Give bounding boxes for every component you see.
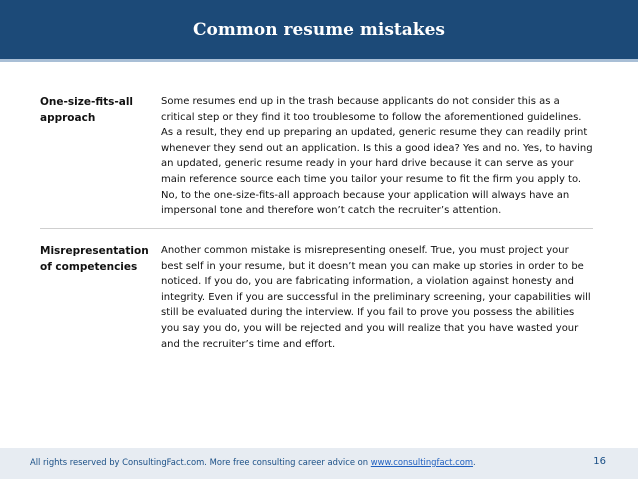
- slide-title: Common resume mistakes: [193, 20, 445, 40]
- copyright-end: .: [473, 457, 476, 467]
- mistake-label: One-size-fits-all approach: [40, 96, 134, 124]
- slide-header: [0, 0, 638, 62]
- mistake-label: Misrepresentation of competencies: [40, 245, 149, 273]
- mistake-description: Another common mistake is misrepresenting oneself. True, you must project your best self in your resume, but it doesn’t mean you can make up stories in order to be noticed. If you do, you are fabricating information, a violation against honesty and integrity. Even if you are successful in the preliminary screening, your capabilities will still be evaluated during the interview. If you fail to prove you possess the abilities you say you do, you will be rejected and you will realize that you have wasted your and the recruiter’s time and effort.: [161, 245, 591, 350]
- row-divider: [40, 228, 593, 229]
- copyright-text: All rights reserved by ConsultingFact.com. More free consulting career advice on: [30, 457, 371, 467]
- copyright-notice: [30, 457, 476, 467]
- slide-footer: [0, 448, 638, 479]
- mistake-description: Some resumes end up in the trash because applicants do not consider this as a critical step or they find it too troublesome to follow the aforementioned guidelines. As a result, they end up preparing an updated, generic resume they can readily print whenever they send out an application. Is this a good idea? Yes and no. Yes, to having an updated, generic resume ready in your hard drive because it can serve as your main reference source each time you tailor your resume to fit the firm you apply to. No, to the one-size-fits-all approach because your application will always have an impersonal tone and therefore won’t catch the recruiter’s attention.: [161, 96, 593, 217]
- consultingfact-link[interactable]: www.consultingfact.com: [370, 457, 474, 467]
- page-number: 16: [593, 456, 606, 467]
